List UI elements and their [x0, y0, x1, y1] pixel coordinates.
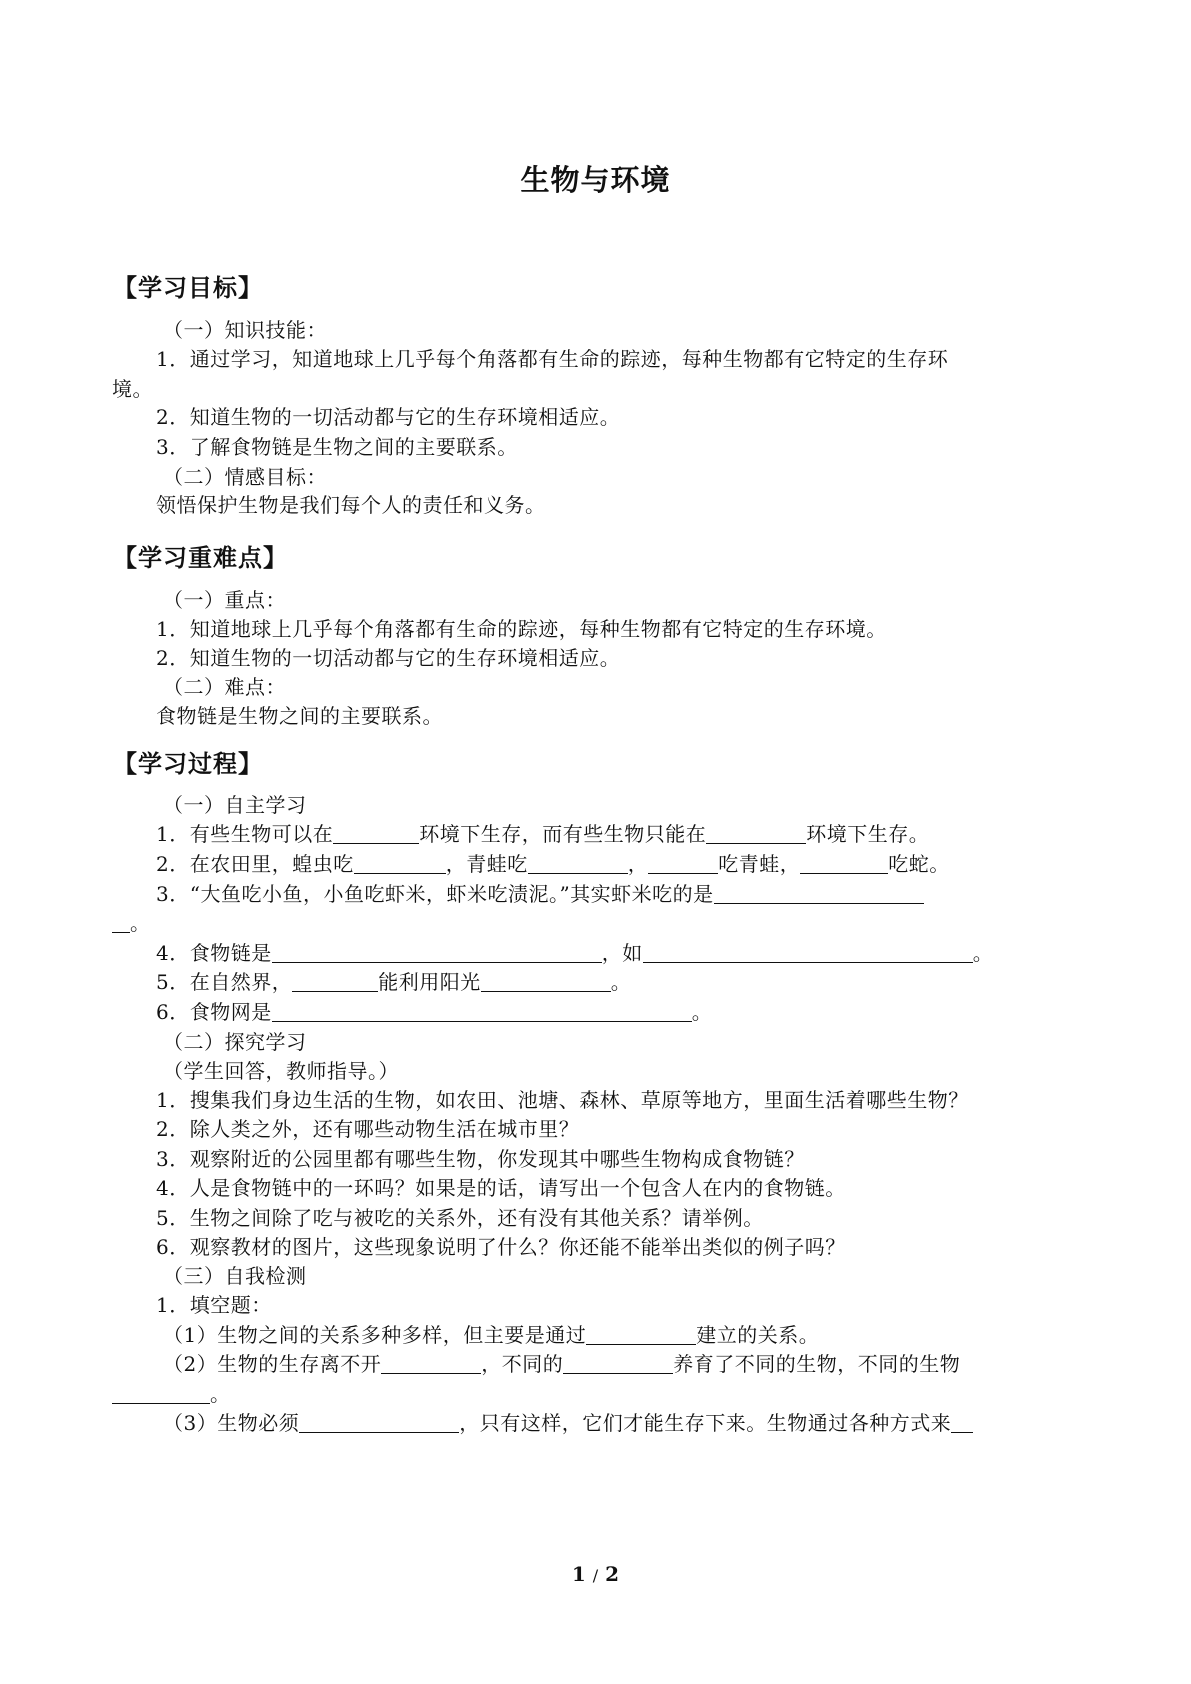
question-3-text-b: 。: [130, 911, 151, 935]
question-6: [156, 1000, 712, 1024]
question-4-text-c: 。: [972, 941, 994, 965]
selftest-item-3-text-a: （3）生物必须: [163, 1411, 300, 1435]
section-heading-key: 【学习重难点】: [113, 544, 288, 572]
page-current: 1: [571, 1562, 586, 1586]
question-5: [156, 970, 631, 994]
selftest-item-2: [163, 1352, 960, 1376]
question-1: [156, 822, 929, 846]
fill-blank[interactable]: [272, 942, 602, 963]
selftest-fill-heading: 1．填空题：: [156, 1293, 272, 1317]
selftest-item-2-text-a: （2）生物的生存离不开: [163, 1352, 382, 1376]
fill-blank[interactable]: [333, 823, 419, 844]
question-5-text-c: 。: [610, 970, 632, 994]
goals-item-2: 2．知道生物的一切活动都与它的生存环境相适应。: [156, 405, 621, 429]
page-number: [0, 1562, 1191, 1586]
key-item-2: 2．知道生物的一切活动都与它的生存环境相适应。: [156, 646, 621, 670]
question-2-text-c: ，: [627, 852, 649, 876]
question-5-text-b: 能利用阳光: [378, 970, 481, 994]
fill-blank[interactable]: [299, 1412, 459, 1433]
question-3-text-a: 3．“大鱼吃小鱼，小鱼吃虾米，虾米吃渍泥。”其实虾米吃的是: [156, 882, 714, 906]
explore-item-3: 3．观察附近的公园里都有哪些生物，你发现其中哪些生物构成食物链？: [156, 1147, 805, 1171]
selftest-item-3-text-b: ，只有这样，它们才能生存下来。生物通过各种方式来: [459, 1411, 952, 1435]
explore-item-1: 1．搜集我们身边生活的生物，如农田、池塘、森林、草原等地方，里面生活着哪些生物？: [156, 1088, 969, 1112]
goals-item-3: 3．了解食物链是生物之间的主要联系。: [156, 435, 518, 459]
fill-blank[interactable]: [643, 942, 973, 963]
key-item-1: 1．知道地球上几乎每个角落都有生命的踪迹，每种生物都有它特定的生存环境。: [156, 617, 887, 641]
fill-blank[interactable]: [381, 1353, 481, 1374]
fill-blank[interactable]: [706, 823, 806, 844]
explore-item-5: 5．生物之间除了吃与被吃的关系外，还有没有其他关系？请举例。: [156, 1206, 764, 1230]
process-sub-self: （一）自主学习: [163, 793, 307, 817]
fill-blank[interactable]: [800, 853, 888, 874]
process-sub-explore: （二）探究学习: [163, 1030, 307, 1054]
fill-blank[interactable]: [714, 883, 924, 904]
section-heading-process: 【学习过程】: [113, 750, 263, 778]
selftest-item-2-text-c: 养育了不同的生物，不同的生物: [673, 1352, 961, 1376]
selftest-item-2-text-b: ，不同的: [481, 1352, 564, 1376]
question-2-text-a: 2．在农田里，蝗虫吃: [156, 852, 354, 876]
page-separator: /: [592, 1566, 599, 1585]
explore-item-6: 6．观察教材的图片，这些现象说明了什么？你还能不能举出类似的例子吗？: [156, 1235, 846, 1259]
goals-item-1-cont: 境。: [112, 377, 153, 401]
fill-blank[interactable]: [951, 1412, 973, 1433]
question-4: [156, 941, 993, 965]
explore-item-2: 2．除人类之外，还有哪些动物生活在城市里？: [156, 1117, 580, 1141]
selftest-item-2-text-d: 。: [210, 1382, 231, 1406]
document-title: 生物与环境: [520, 163, 671, 197]
question-2-text-e: 吃蛇。: [888, 852, 950, 876]
question-5-text-a: 5．在自然界，: [156, 970, 293, 994]
question-3: [156, 882, 924, 906]
fill-blank[interactable]: [481, 971, 611, 992]
section-heading-goals: 【学习目标】: [113, 274, 263, 302]
key-sub-focus: （一）重点：: [163, 588, 286, 612]
fill-blank[interactable]: [292, 971, 378, 992]
fill-blank[interactable]: [563, 1353, 673, 1374]
selftest-item-1: [163, 1323, 819, 1347]
fill-blank[interactable]: [112, 1383, 210, 1404]
explore-item-4: 4．人是食物链中的一环吗？如果是的话，请写出一个包含人在内的食物链。: [156, 1176, 846, 1200]
question-1-text-b: 环境下生存，而有些生物只能在: [419, 822, 707, 846]
selftest-item-3: [163, 1411, 973, 1435]
question-3-cont: [112, 911, 151, 935]
fill-blank[interactable]: [586, 1324, 696, 1345]
key-item-3: 食物链是生物之间的主要联系。: [156, 704, 443, 728]
process-sub-selftest: （三）自我检测: [163, 1264, 307, 1288]
goals-item-4: 领悟保护生物是我们每个人的责任和义务。: [156, 493, 546, 517]
goals-item-1: 1．通过学习，知道地球上几乎每个角落都有生命的踪迹，每种生物都有它特定的生存环: [156, 347, 949, 371]
goals-sub-knowledge: （一）知识技能：: [163, 318, 327, 342]
selftest-item-2-cont: [112, 1382, 231, 1406]
process-note: （学生回答，教师指导。）: [163, 1059, 399, 1083]
fill-blank[interactable]: [354, 853, 446, 874]
fill-blank[interactable]: [272, 1001, 692, 1022]
fill-blank[interactable]: [648, 853, 718, 874]
question-6-text-b: 。: [691, 1000, 713, 1024]
fill-blank[interactable]: [528, 853, 628, 874]
question-2-text-d: 吃青蛙，: [718, 852, 801, 876]
page-total: 2: [605, 1562, 620, 1586]
selftest-item-1-text-a: （1）生物之间的关系多种多样，但主要是通过: [163, 1323, 587, 1347]
question-2: [156, 852, 950, 876]
question-2-text-b: ，青蛙吃: [445, 852, 528, 876]
question-1-text-c: 环境下生存。: [806, 822, 930, 846]
goals-sub-emotion: （二）情感目标：: [163, 465, 327, 489]
key-sub-difficulty: （二）难点：: [163, 675, 286, 699]
fill-blank[interactable]: [112, 912, 130, 933]
question-4-text-a: 4．食物链是: [156, 941, 272, 965]
question-1-text-a: 1．有些生物可以在: [156, 822, 334, 846]
question-6-text-a: 6．食物网是: [156, 1000, 272, 1024]
question-4-text-b: ，如: [601, 941, 643, 965]
selftest-item-1-text-b: 建立的关系。: [696, 1323, 820, 1347]
